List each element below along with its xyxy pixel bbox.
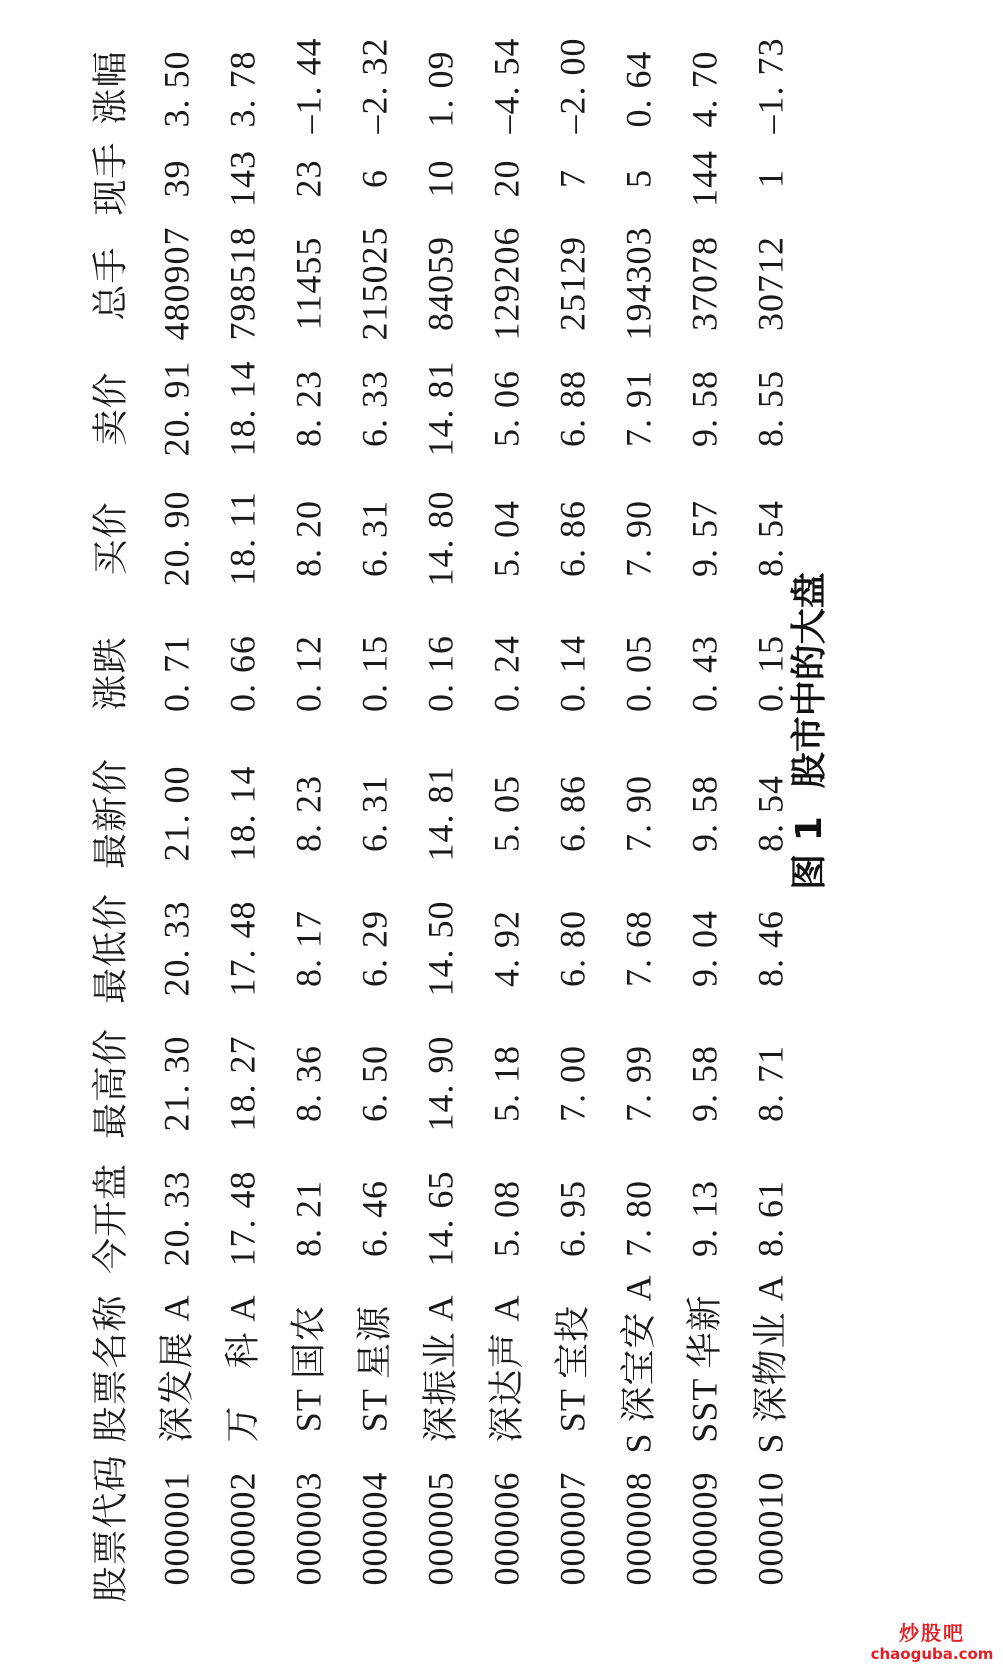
cell-change: 0. 24 [486, 634, 527, 712]
cell-bid: 5. 04 [486, 499, 527, 577]
cell-open: 17. 48 [222, 1170, 263, 1266]
cell-open: 8. 61 [750, 1179, 791, 1257]
cell-last: 5. 05 [486, 774, 527, 852]
cell-current: 5 [618, 168, 659, 188]
header-open: 今开盘 [90, 1162, 131, 1274]
cell-bid: 20. 90 [156, 490, 197, 586]
cell-pct: 4. 70 [684, 50, 725, 127]
cell-ask: 6. 33 [354, 369, 395, 447]
cell-low: 17. 48 [222, 900, 263, 996]
table-row [345, 37, 405, 1603]
cell-ask: 14. 81 [420, 360, 461, 456]
cell-pct: –1. 44 [288, 37, 329, 133]
cell-volume: 84059 [420, 235, 461, 331]
cell-open: 6. 95 [552, 1179, 593, 1257]
cell-volume: 798518 [222, 226, 263, 340]
cell-code: 000007 [552, 1471, 593, 1585]
cell-volume: 25129 [552, 235, 593, 331]
cell-name: SST 华新 [684, 1293, 725, 1443]
cell-change: 0. 14 [552, 634, 593, 712]
cell-change: 0. 43 [684, 634, 725, 712]
cell-low: 9. 04 [684, 909, 725, 987]
cell-high: 6. 50 [354, 1044, 395, 1122]
cell-low: 8. 17 [288, 909, 329, 987]
cell-open: 7. 80 [618, 1179, 659, 1257]
cell-change: 0. 15 [354, 634, 395, 712]
cell-last: 7. 90 [618, 774, 659, 852]
cell-volume: 30712 [750, 235, 791, 331]
header-code: 股票代码 [90, 1454, 131, 1603]
cell-last: 8. 54 [750, 774, 791, 852]
cell-last: 6. 31 [354, 774, 395, 852]
cell-name: ST 宝投 [552, 1304, 593, 1432]
table-row [213, 50, 273, 1603]
cell-pct: 3. 50 [156, 50, 197, 127]
table-row [543, 37, 603, 1603]
cell-open: 20. 33 [156, 1170, 197, 1266]
cell-high: 7. 99 [618, 1044, 659, 1122]
cell-open: 8. 21 [288, 1179, 329, 1257]
cell-ask: 9. 58 [684, 369, 725, 447]
cell-name: S 深物业 A [750, 1273, 791, 1453]
cell-current: 20 [486, 159, 527, 197]
cell-code: 000003 [288, 1471, 329, 1585]
figure-title: 股市中的大盘 [789, 572, 830, 789]
cell-change: 0. 12 [288, 634, 329, 712]
cell-low: 7. 68 [618, 909, 659, 987]
header-bid: 买价 [90, 501, 131, 576]
cell-bid: 8. 20 [288, 499, 329, 577]
header-ask: 卖价 [90, 371, 131, 446]
cell-current: 143 [222, 149, 263, 207]
cell-ask: 8. 23 [288, 369, 329, 447]
cell-high: 9. 58 [684, 1044, 725, 1122]
cell-code: 000006 [486, 1471, 527, 1585]
cell-volume: 194303 [618, 226, 659, 340]
cell-current: 144 [684, 149, 725, 207]
figure-number: 图 1 [789, 816, 830, 890]
cell-name: S 深宝安 A [618, 1273, 659, 1453]
cell-current: 23 [288, 159, 329, 197]
cell-low: 8. 46 [750, 909, 791, 987]
cell-change: 0. 71 [156, 634, 197, 712]
stock-table [81, 37, 871, 1603]
figure-caption [785, 431, 835, 1031]
cell-last: 21. 00 [156, 765, 197, 861]
cell-pct: –4. 54 [486, 37, 527, 133]
cell-open: 14. 65 [420, 1170, 461, 1266]
cell-code: 000001 [156, 1471, 197, 1585]
cell-bid: 7. 90 [618, 499, 659, 577]
cell-bid: 6. 86 [552, 499, 593, 577]
cell-low: 14. 50 [420, 900, 461, 996]
table-header-row [81, 50, 141, 1603]
cell-current: 7 [552, 168, 593, 188]
header-name: 股票名称 [90, 1294, 131, 1443]
cell-high: 8. 36 [288, 1044, 329, 1122]
cell-ask: 8. 55 [750, 369, 791, 447]
cell-name: 深达声 A [486, 1294, 527, 1442]
cell-volume: 129206 [486, 226, 527, 340]
cell-low: 4. 92 [486, 909, 527, 987]
cell-change: 0. 16 [420, 634, 461, 712]
cell-code: 000002 [222, 1471, 263, 1585]
cell-volume: 11455 [288, 236, 329, 330]
cell-name: 深发展 A [156, 1294, 197, 1442]
header-change: 涨跌 [90, 636, 131, 711]
cell-current: 1 [750, 168, 791, 188]
cell-pct: 1. 09 [420, 50, 461, 127]
cell-name: ST 星源 [354, 1304, 395, 1432]
cell-current: 39 [156, 159, 197, 197]
cell-open: 9. 13 [684, 1179, 725, 1257]
cell-open: 6. 46 [354, 1179, 395, 1257]
cell-name: 深振业 A [420, 1294, 461, 1442]
header-low: 最低价 [90, 892, 131, 1004]
header-current: 现手 [90, 141, 131, 216]
cell-change: 0. 15 [750, 634, 791, 712]
cell-pct: –2. 00 [552, 37, 593, 133]
table-row [609, 50, 669, 1603]
header-last: 最新价 [90, 757, 131, 869]
cell-last: 18. 14 [222, 765, 263, 861]
cell-pct: 0. 64 [618, 50, 659, 127]
cell-high: 8. 71 [750, 1044, 791, 1122]
table-row [675, 50, 735, 1603]
table-row [279, 37, 339, 1603]
watermark-title: 炒股吧 [899, 1621, 965, 1645]
watermark-url: chaoguba.com [870, 1645, 994, 1663]
cell-code: 000004 [354, 1471, 395, 1585]
header-volume: 总手 [90, 246, 131, 321]
cell-last: 6. 86 [552, 774, 593, 852]
cell-ask: 7. 91 [618, 369, 659, 447]
cell-low: 6. 29 [354, 909, 395, 987]
cell-high: 14. 90 [420, 1035, 461, 1131]
cell-high: 5. 18 [486, 1044, 527, 1122]
cell-current: 6 [354, 168, 395, 188]
cell-low: 6. 80 [552, 909, 593, 987]
cell-volume: 37078 [684, 235, 725, 331]
cell-ask: 5. 06 [486, 369, 527, 447]
cell-volume: 480907 [156, 226, 197, 340]
cell-bid: 14. 80 [420, 490, 461, 586]
cell-high: 21. 30 [156, 1035, 197, 1131]
cell-low: 20. 33 [156, 900, 197, 996]
cell-code: 000010 [750, 1471, 791, 1585]
header-pct: 涨幅 [90, 50, 131, 125]
cell-bid: 9. 57 [684, 499, 725, 577]
cell-current: 10 [420, 159, 461, 197]
cell-ask: 6. 88 [552, 369, 593, 447]
cell-ask: 20. 91 [156, 360, 197, 456]
header-high: 最高价 [90, 1027, 131, 1139]
cell-ask: 18. 14 [222, 360, 263, 456]
cell-high: 7. 00 [552, 1044, 593, 1122]
cell-open: 5. 08 [486, 1179, 527, 1257]
cell-pct: –1. 73 [750, 37, 791, 133]
table-row [477, 37, 537, 1603]
cell-change: 0. 66 [222, 634, 263, 712]
cell-last: 8. 23 [288, 774, 329, 852]
cell-code: 000008 [618, 1471, 659, 1585]
cell-high: 18. 27 [222, 1035, 263, 1131]
cell-pct: 3. 78 [222, 50, 263, 127]
cell-code: 000009 [684, 1471, 725, 1585]
table-row [147, 50, 207, 1603]
cell-code: 000005 [420, 1471, 461, 1585]
cell-change: 0. 05 [618, 634, 659, 712]
cell-bid: 6. 31 [354, 499, 395, 577]
cell-pct: –2. 32 [354, 37, 395, 133]
cell-bid: 8. 54 [750, 499, 791, 577]
cell-last: 9. 58 [684, 774, 725, 852]
cell-volume: 215025 [354, 226, 395, 340]
cell-name: ST 国农 [288, 1304, 329, 1432]
cell-name: 万 科 A [222, 1294, 263, 1442]
cell-bid: 18. 11 [222, 490, 263, 586]
table-row [411, 50, 471, 1603]
watermark-logo [867, 1621, 997, 1671]
cell-last: 14. 81 [420, 765, 461, 861]
